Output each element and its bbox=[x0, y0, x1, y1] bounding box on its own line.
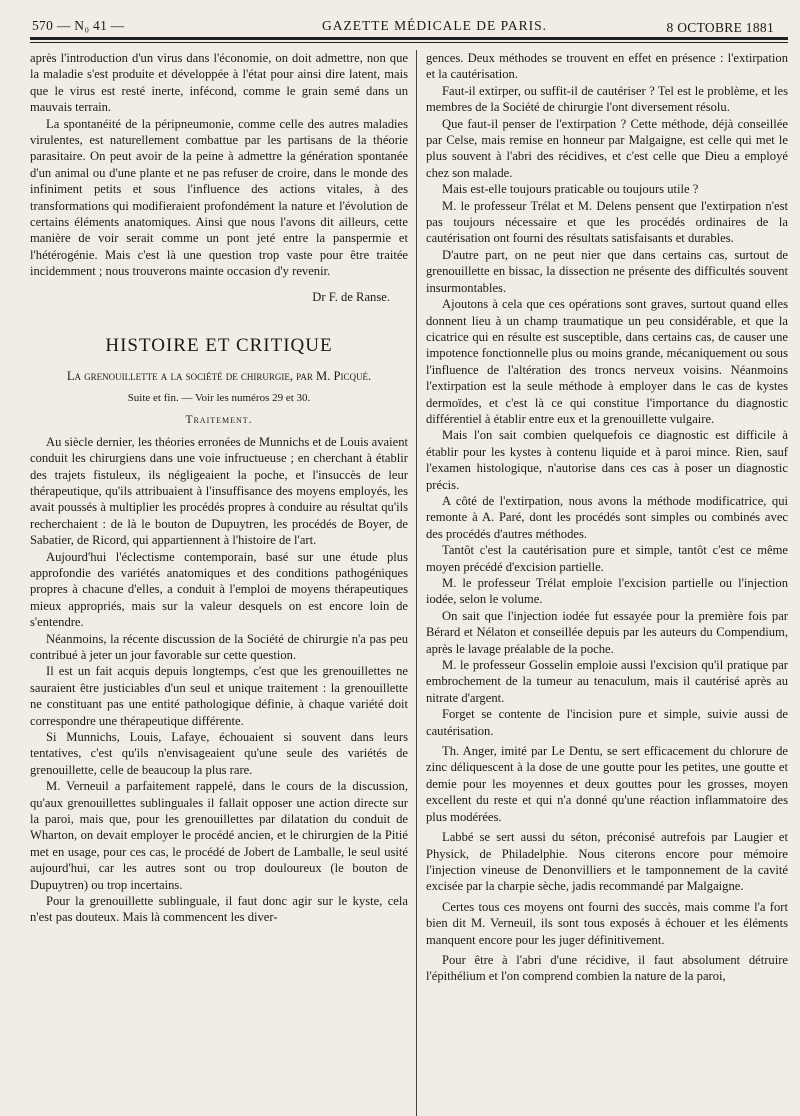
body-paragraph: Mais l'on sait combien quelquefois ce diagnostic est difficile à établir pour les kystes à contenu liquide et à paroi mince. Rien, sauf l'examen histologique, n'autorise dans ces cas à poser un diagnostic précis. bbox=[426, 428, 788, 492]
body-paragraph: M. le professeur Gosselin emploie aussi l'excision qu'il pratique par embrochement de la tumeur au tenaculum, mais il cautérisé après au nitrate d'argent. bbox=[426, 658, 788, 705]
body-paragraph: Si Munnichs, Louis, Lafaye, échouaient si souvent dans leurs tentatives, c'est qu'ils n'envisageaient qu'une seule des variétés de grenouillette, celle de beaucoup la plus rare. bbox=[30, 730, 408, 777]
section-title: HISTOIRE ET CRITIQUE bbox=[105, 334, 333, 356]
body-paragraph: Faut-il extirper, ou suffit-il de cautériser ? Tel est le problème, et les membres de la Société de chirurgie l'ont diversement résolu. bbox=[426, 83, 788, 115]
columns bbox=[30, 50, 788, 1116]
column-divider bbox=[416, 50, 417, 1116]
page-number: 570 — N₀ 41 — bbox=[32, 18, 125, 33]
body-paragraph: Tantôt c'est la cautérisation pure et simple, tantôt c'est ce même moyen précédé d'excision partielle. bbox=[426, 543, 788, 574]
body-paragraph: Pour être à l'abri d'une récidive, il faut absolument détruire l'épithélium et l'on comprend combien la nature de la paroi, bbox=[426, 952, 788, 984]
body-paragraph: Ajoutons à cela que ces opérations sont graves, surtout quand elles donnent lieu à un champ traumatique un peu considérable, et que la cicatrice qui en résulte est susceptible, dans certains cas, de causer une impotence fonctionnelle plus ou moins grande, mécaniquement ou sous l'influence de l'altération des troncs nerveux voisins. Néanmoins l'extirpation est la seule méthode à employer dans le cas de kystes dermoïdes, et c'est là ce qui constitue l'importance du diagnostic différentiel à établir entre eux et la grenouillette vulgaire. bbox=[426, 297, 788, 426]
intro-paragraph: La spontanéité de la péripneumonie, comme celle des autres maladies virulentes, est naturellement combattue par les partisans de la théorie parasitaire. On peut avoir de la peine à admettre la génération spontanée d'un animal ou d'une plante et ne pas refuser de croire, dans le monde des infiniment petits et sous l'influence des actions vitales, à des transformations qui modifieraient profondément la nature et l'évolution de certains éléments anatomiques. Ainsi que nous l'avons dit ailleurs, cette manière de voir serait comme un pont jeté entre la panspermie et l'hétérogénie. Mais c'est là une question trop vaste pour être traitée incidemment ; nous trouverons mainte occasion d'y revenir. bbox=[30, 116, 408, 279]
continuation-note: Suite et fin. — Voir les numéros 29 et 30. bbox=[127, 391, 311, 404]
left-column bbox=[30, 50, 408, 1116]
body-paragraph: Mais est-elle toujours praticable ou toujours utile ? bbox=[442, 182, 699, 197]
intro-paragraph: après l'introduction d'un virus dans l'économie, on doit admettre, non que la maladie s'est produite et développée à l'état pour ainsi dire latent, mais que le virus est resté inerte, infécond, comme le grain semé dans un mauvais terrain. bbox=[30, 51, 408, 115]
subsection-title: Traitement. bbox=[185, 413, 253, 426]
body-paragraph: Th. Anger, imité par Le Dentu, se sert efficacement du chlorure de zinc déliquescent à la dose de une goutte pour les petites, une goutte et demie pour les moyennes et deux gouttes pour les grosses, moyen excellent du reste et qui n'a donné qu'une réaction inflammatoire des plus modérées. bbox=[426, 744, 788, 824]
body-paragraph: Aujourd'hui l'éclectisme contemporain, basé sur une étude plus approfondie des variétés anatomiques et des conditions pathogéniques propres à chacune d'elles, a conduit à l'emploi de moyens thérapeutiques mieux appropriés, mais sur la valeur desquels on est encore loin de s'entendre. bbox=[30, 549, 408, 630]
body-paragraph: Pour la grenouillette sublinguale, il faut donc agir sur le kyste, cela n'est pas douteux. Mais là commencent les diver- bbox=[30, 894, 408, 925]
body-paragraph: Certes tous ces moyens ont fourni des succès, mais comme l'a fort bien dit M. Verneuil, ils sont tous exposés à échouer et les éléments manquent encore pour les juger définitivement. bbox=[426, 899, 788, 947]
header-rule-thin bbox=[30, 42, 788, 43]
body-paragraph: M. le professeur Trélat et M. Delens pensent que l'extirpation n'est pas toujours nécessaire et que les procédés ordinaires de la cautérisation ont fourni des résultats satisfaisants et durables. bbox=[426, 198, 788, 246]
body-paragraph: Que faut-il penser de l'extirpation ? Cette méthode, déjà conseillée par Celse, mais remise en honneur par Malgaigne, est celle qui met le plus souvent à l'abri des récidives, et c'est celle que Dieu a employé chez son malade. bbox=[426, 116, 788, 180]
article-title: La grenouillette a la société de chirurgie, par M. Picqué. bbox=[66, 368, 372, 383]
body-paragraph: gences. Deux méthodes se trouvent en effet en présence : l'extirpation et la cautérisation. bbox=[426, 51, 788, 82]
body-paragraph: Au siècle dernier, les théories erronées de Munnichs et de Louis avaient conduit les chirurgiens dans une voie infructueuse ; en cherchant à établir des trajets fistuleux, ils négligeaient la poche, et l'insuccès de leur thérapeutique, qu'ils attribuaient à l'insuffisance des moyens employés, les avait poussés à multiplier les procédés propres à conduire au résultat qu'ils recherchaient : de là le bouton de Dupuytren, les procédés de Boyer, de Sabatier, de Ricord, qui appartiennent à l'histoire de l'art. bbox=[30, 434, 408, 548]
body-paragraph: M. Verneuil a parfaitement rappelé, dans le cours de la discussion, qu'aux grenouillettes sublinguales il fallait opposer une action directe sur la paroi, mais que, pour les grenouillettes par dilatation du conduit de Wharton, on devait employer le procédé ancien, et le chirurgien de la Pitié met en usage, pour ces cas, le procédé de Jobert de Lamballe, le seul usité aujourd'hui, car les autres sont ou trop douloureux (le bouton de Dupuytren) ou trop incertains. bbox=[30, 779, 408, 892]
body-paragraph: Labbé se sert aussi du séton, préconisé autrefois par Laugier et Physick, de Philadelphie. Nous citerons encore pour mémoire l'injection vineuse de Denonvilliers et le tamponnement de la cavité excisée par la charpie sèche, jadis recommandé par Malgaigne. bbox=[426, 830, 788, 894]
body-paragraph: Néanmoins, la récente discussion de la Société de chirurgie n'a pas peu contribué à jeter un jour favorable sur cette question. bbox=[30, 631, 408, 662]
body-paragraph: Forget se contente de l'incision pure et simple, suivie aussi de cautérisation. bbox=[426, 707, 788, 738]
body-paragraph: A côté de l'extirpation, nous avons la méthode modificatrice, qui remonte à A. Paré, dont les procédés sont simples ou combinés avec des procédés d'autres méthodes. bbox=[426, 493, 788, 541]
body-paragraph: Il est un fait acquis depuis longtemps, c'est que les grenouillettes ne sauraient être justiciables d'un seul et unique traitement : la grenouillette ne constituant pas une entité pathologique définie, à chaque variété doit correspondre une thérapeutique différente. bbox=[30, 664, 408, 728]
page-header bbox=[22, 12, 788, 36]
issue-date: 8 OCTOBRE 1881 bbox=[666, 20, 774, 35]
right-column bbox=[426, 50, 788, 1116]
header-rule-thick bbox=[30, 37, 788, 40]
signature: Dr F. de Ranse. bbox=[312, 289, 390, 304]
journal-title: GAZETTE MÉDICALE DE PARIS. bbox=[322, 18, 547, 33]
body-paragraph: On sait que l'injection iodée fut essayée pour la première fois par Bérard et Nélaton et conseillée depuis par les auteurs du Compendium, après le lavage préalable de la poche. bbox=[426, 608, 788, 656]
body-paragraph: D'autre part, on ne peut nier que dans certains cas, surtout de grenouillette en bissac, la dissection ne présente des difficultés souvent insurmontables. bbox=[426, 247, 788, 295]
body-paragraph: M. le professeur Trélat emploie l'excision partielle ou l'injection iodée, selon le volume. bbox=[426, 576, 788, 607]
